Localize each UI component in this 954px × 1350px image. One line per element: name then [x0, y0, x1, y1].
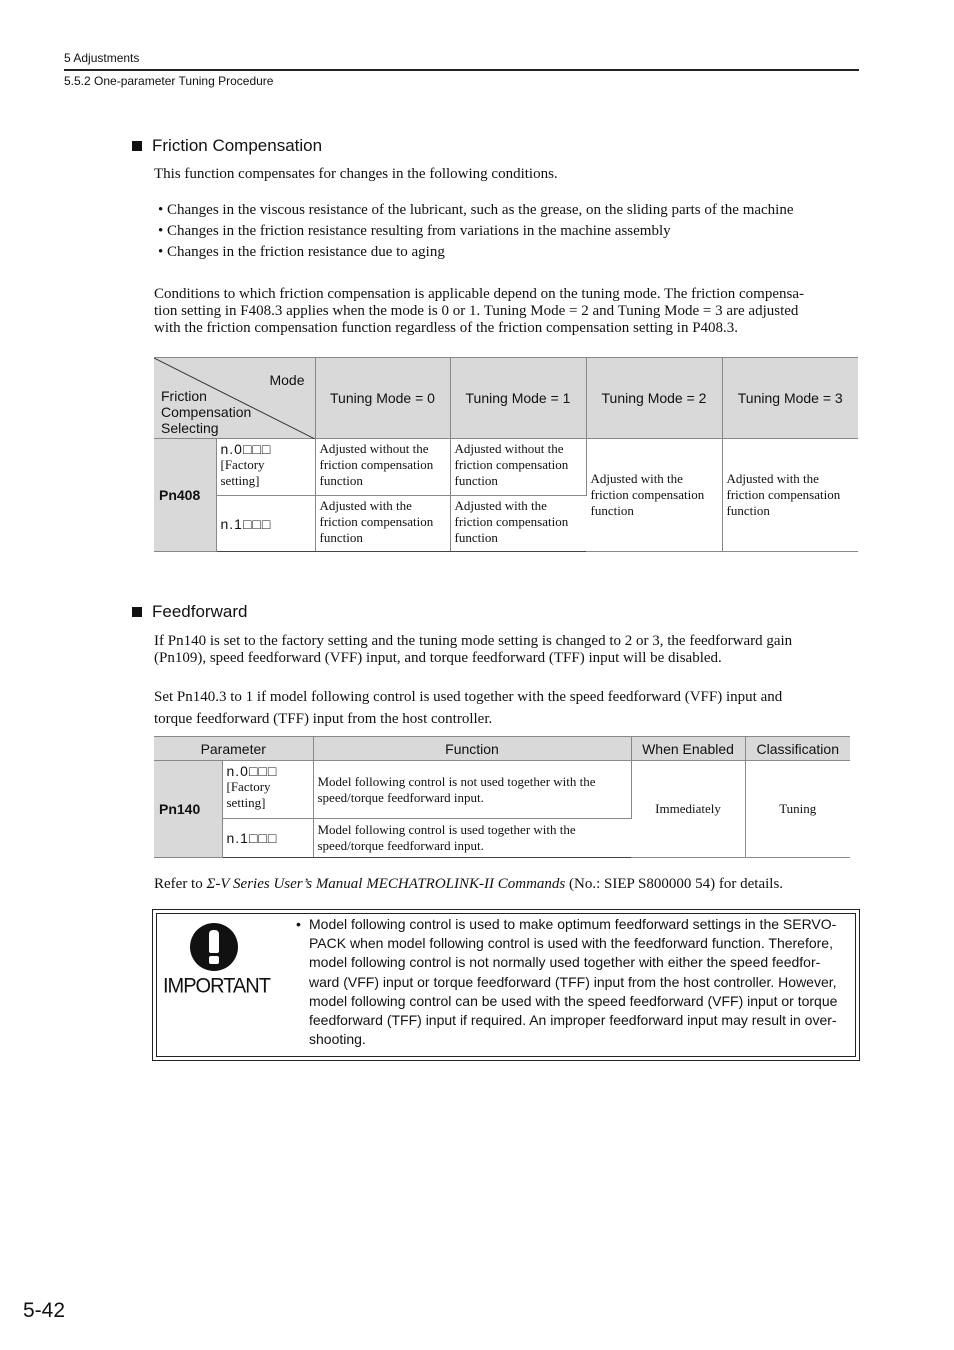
- important-label: IMPORTANT: [163, 974, 270, 998]
- header-mode-1: Tuning Mode = 1: [450, 358, 586, 439]
- conditions-line: Conditions to which friction compensation is applicable depend on the tuning mode. The friction compensa-: [154, 286, 804, 302]
- table-cell: Adjusted with the friction compensation function: [722, 439, 858, 552]
- mode-corner-cell: [154, 358, 315, 439]
- function-cell: Model following control is not used together with the speed/torque feedforward input.: [313, 761, 631, 819]
- function-cell: Model following control is used together with the speed/torque feedforward input.: [313, 819, 631, 858]
- square-bullet-icon: [132, 607, 142, 617]
- square-bullet-icon: [132, 141, 142, 151]
- page-number: 5-42: [23, 1299, 66, 1322]
- header-mode-3: Tuning Mode = 3: [722, 358, 858, 439]
- setting-cell: [216, 439, 315, 496]
- feedforward-title: Feedforward: [152, 602, 248, 621]
- table-cell: Adjusted without the friction compensation function: [450, 439, 586, 496]
- friction-table: [154, 357, 858, 552]
- header-section: 5.5.2 One-parameter Tuning Procedure: [64, 74, 274, 88]
- setting-cell: [216, 496, 315, 552]
- friction-title: Friction Compensation: [152, 136, 323, 155]
- setting-cell: [222, 761, 313, 819]
- classification-cell: Tuning: [745, 761, 850, 858]
- header-rule: [64, 69, 859, 71]
- param-pn140: Pn140: [154, 761, 222, 858]
- exclamation-icon: [190, 923, 238, 971]
- when-enabled-cell: Immediately: [631, 761, 745, 858]
- list-item: • Changes in the viscous resistance of the lubricant, such as the grease, on the sliding parts of the machine: [158, 200, 858, 221]
- header-classification: Classification: [745, 737, 850, 761]
- setting-n1: n.1□□□: [220, 515, 272, 532]
- corner-mode-label: Mode: [269, 372, 305, 388]
- refer-line: Refer to Σ-V Series User’s Manual MECHATROLINK-II Commands (No.: SIEP S800000 54) for details.: [154, 876, 784, 892]
- table-cell: Adjusted without the friction compensation function: [315, 439, 450, 496]
- setting-n1: n.1□□□: [226, 830, 278, 846]
- setting-n0: n.0□□□: [220, 441, 272, 457]
- header-when-enabled: When Enabled: [631, 737, 745, 761]
- table-cell: Adjusted with the friction compensation function: [450, 496, 586, 552]
- header-mode-2: Tuning Mode = 2: [586, 358, 722, 439]
- conditions-line: with the friction compensation function regardless of the friction compensation setting in P408.3.: [154, 320, 739, 336]
- friction-heading: [132, 136, 322, 156]
- setting-cell: [222, 819, 313, 858]
- bullet: •: [296, 916, 301, 932]
- factory-setting-note: [Factory setting]: [220, 457, 265, 488]
- feedforward-para1: If Pn140 is set to the factory setting and the tuning mode setting is changed to 2 or 3, the feedforward gain (Pn109), speed feedforward (VFF) input, and torque feedforward (TFF) input will be disabled.: [154, 633, 793, 666]
- conditions-line: tion setting in F408.3 applies when the mode is 0 or 1. Tuning Mode = 2 and Tuning Mode = 3 are adjusted: [154, 303, 799, 319]
- friction-conditions: [154, 286, 859, 337]
- list-item: • Changes in the friction resistance due to aging: [158, 242, 858, 263]
- header-chapter: 5 Adjustments: [64, 51, 140, 65]
- feedforward-heading: [132, 602, 247, 622]
- header-function: Function: [313, 737, 631, 761]
- header-parameter: Parameter: [154, 737, 313, 761]
- corner-friction-label: Friction Compensation Selecting: [161, 388, 252, 436]
- friction-bullet-list: [158, 200, 858, 263]
- table-cell: Adjusted with the friction compensation function: [315, 496, 450, 552]
- setting-n0: n.0□□□: [226, 763, 278, 779]
- list-item: • Changes in the friction resistance resulting from variations in the machine assembly: [158, 221, 858, 242]
- feedforward-table: [154, 736, 850, 858]
- friction-intro: This function compensates for changes in the following conditions.: [154, 166, 558, 182]
- header-mode-0: Tuning Mode = 0: [315, 358, 450, 439]
- important-text: • Model following control is used to make optimum feedforward settings in the SERVO- PACK when model following control is used with the feedforward function. Therefore, model following control is not normally used together with either the speed feedfor- ward (VFF) input or torque feedforward (TFF) input from the host controller. However, model following control can be used with the speed feedforward (VFF) input or torque feedforward (TFF) input if required. An improper feedforward input may result in over- shooting.: [296, 916, 838, 1048]
- manual-title: Σ-V Series User’s Manual MECHATROLINK-II Commands: [206, 876, 566, 892]
- feedforward-para2: Set Pn140.3 to 1 if model following control is used together with the speed feedforward (VFF) input and torque feedforward (TFF) input from the host controller.: [154, 689, 783, 727]
- param-pn408: Pn408: [154, 439, 216, 552]
- factory-setting-note: [Factory setting]: [226, 779, 271, 810]
- table-cell: Adjusted with the friction compensation function: [586, 439, 722, 552]
